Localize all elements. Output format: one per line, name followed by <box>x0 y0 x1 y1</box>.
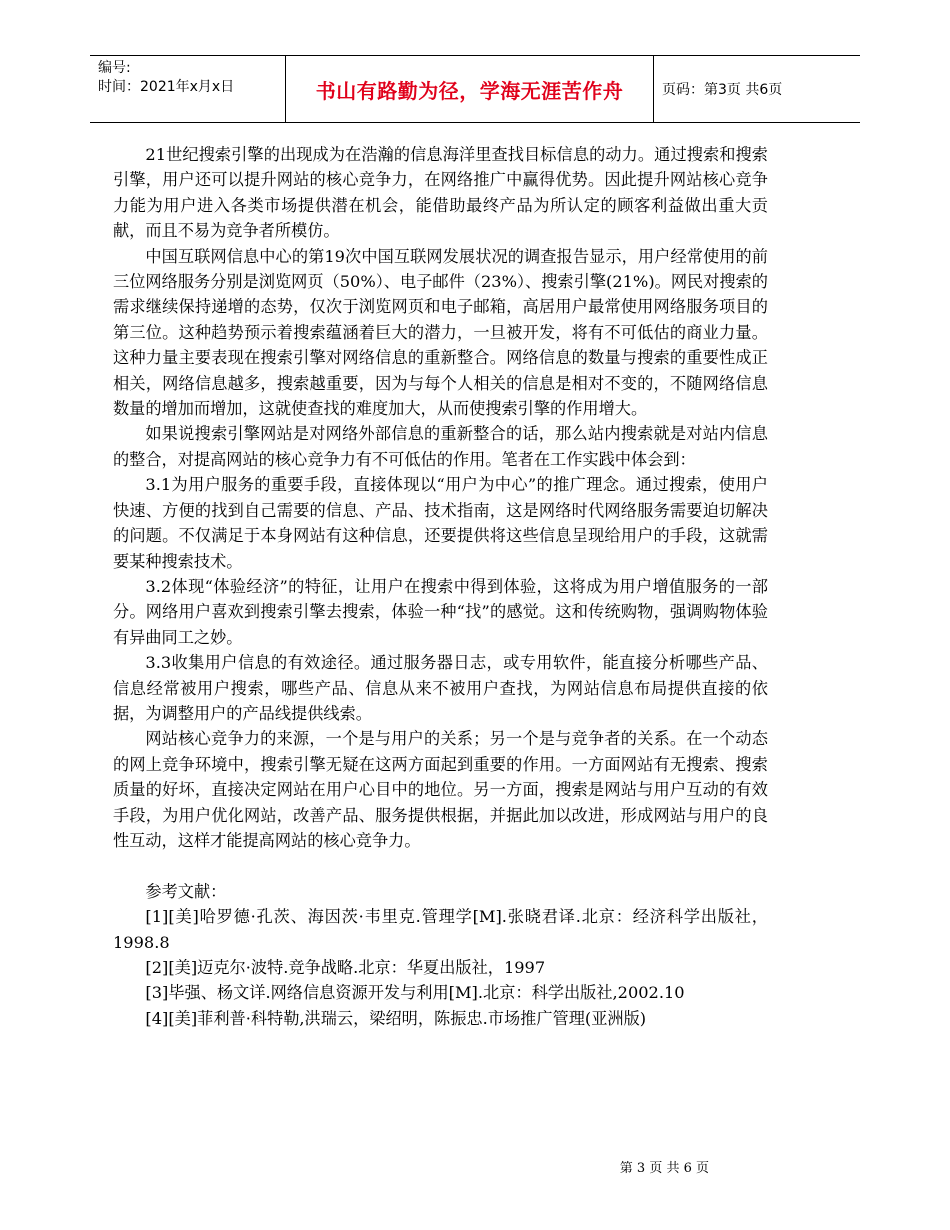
paragraph: 3.3收集用户信息的有效途径。通过服务器日志，或专用软件，能直接分析哪些产品、信息经常被用户搜索，哪些产品、信息从来不被用户查找，为网站信息布局提供直接的依据，为调整用户的产品线提供线索。 <box>113 653 768 723</box>
blank-line <box>113 853 768 878</box>
header-meta <box>90 56 285 122</box>
paragraph: 如果说搜索引擎网站是对网络外部信息的重新整合的话，那么站内搜索就是对站内信息的整合，对提高网站的核心竞争力有不可低估的作用。笔者在工作实践中体会到： <box>113 424 768 469</box>
paragraph: 3.2体现“体验经济”的特征，让用户在搜索中得到体验，这将成为用户增值服务的一部分。网络用户喜欢到搜索引擎去搜索，体验一种“找”的感觉。这和传统购物，强调购物体验有异曲同工之妙。 <box>113 576 768 647</box>
reference-item: [4][美]菲利普·科特勒,洪瑞云，梁绍明，陈振忠.市场推广管理(亚洲版) <box>145 1008 647 1028</box>
footer-page-number: 第 3 页 共 6 页 <box>619 1161 709 1176</box>
page-header <box>90 55 860 123</box>
references-title: 参考文献： <box>145 881 227 901</box>
paragraph: 3.1为用户服务的重要手段，直接体现以“用户为中心”的推广理念。通过搜索，使用户快速、方便的找到自己需要的信息、产品、技术指南，这是网络时代网络服务需要迫切解决的问题。不仅满足于本身网站有这种信息，还要提供将这些信息呈现给用户的手段，这就需要某种搜索技术。 <box>113 475 768 571</box>
header-page-code: 页码：第3页 共6页 <box>662 82 783 98</box>
reference-item: [1][美]哈罗德·孔茨、海因茨·韦里克.管理学[M].张晓君译.北京：经济科学出版社，1998.8 <box>113 907 768 952</box>
time-label: 时间：2021年x月x日 <box>98 79 235 95</box>
document-body <box>113 142 768 1031</box>
paragraph: 网站核心竞争力的来源，一个是与用户的关系；另一个是与竞争者的关系。在一个动态的网上竞争环境中，搜索引擎无疑在这两方面起到重要的作用。一方面网站有无搜索、搜索质量的好坏，直接决定网站在用户心目中的地位。另一方面，搜索是网站与用户互动的有效手段，为用户优化网站，改善产品、服务提供根据，并据此加以改进，形成网站与用户的良性互动，这样才能提高网站的核心竞争力。 <box>113 729 768 850</box>
reference-item: [3]毕强、杨文详.网络信息资源开发与利用[M].北京：科学出版社,2002.10 <box>145 983 685 1003</box>
paragraph: 21世纪搜索引擎的出现成为在浩瀚的信息海洋里查找目标信息的动力。通过搜索和搜索引擎，用户还可以提升网站的核心竞争力，在网络推广中赢得优势。因此提升网站核心竞争力能为用户进入各类市场提供潜在机会，能借助最终产品为所认定的顾客利益做出重大贡献，而且不易为竞争者所模仿。 <box>113 145 768 241</box>
paragraph: 中国互联网信息中心的第19次中国互联网发展状况的调查报告显示，用户经常使用的前三位网络服务分别是浏览网页（50%）、电子邮件（23%）、搜索引擎(21%)。网民对搜索的需求继续保持递增的态势，仅次于浏览网页和电子邮箱，高居用户最常使用网络服务项目的第三位。这种趋势预示着搜索蕴涵着巨大的潜力，一旦被开发，将有不可低估的商业力量。这种力量主要表现在搜索引擎对网络信息的重新整合。网络信息的数量与搜索的重要性成正相关，网络信息越多，搜索越重要，因为与每个人相关的信息是相对不变的，不随网络信息数量的增加而增加，这就使查找的难度加大，从而使搜索引擎的作用增大。 <box>113 246 768 419</box>
header-motto: 书山有路勤为径，学海无涯苦作舟 <box>285 56 654 122</box>
number-label: 编号: <box>98 60 131 76</box>
page-footer <box>0 1157 950 1176</box>
reference-item: [2][美]迈克尔·波特.竞争战略.北京：华夏出版社，1997 <box>145 957 546 977</box>
